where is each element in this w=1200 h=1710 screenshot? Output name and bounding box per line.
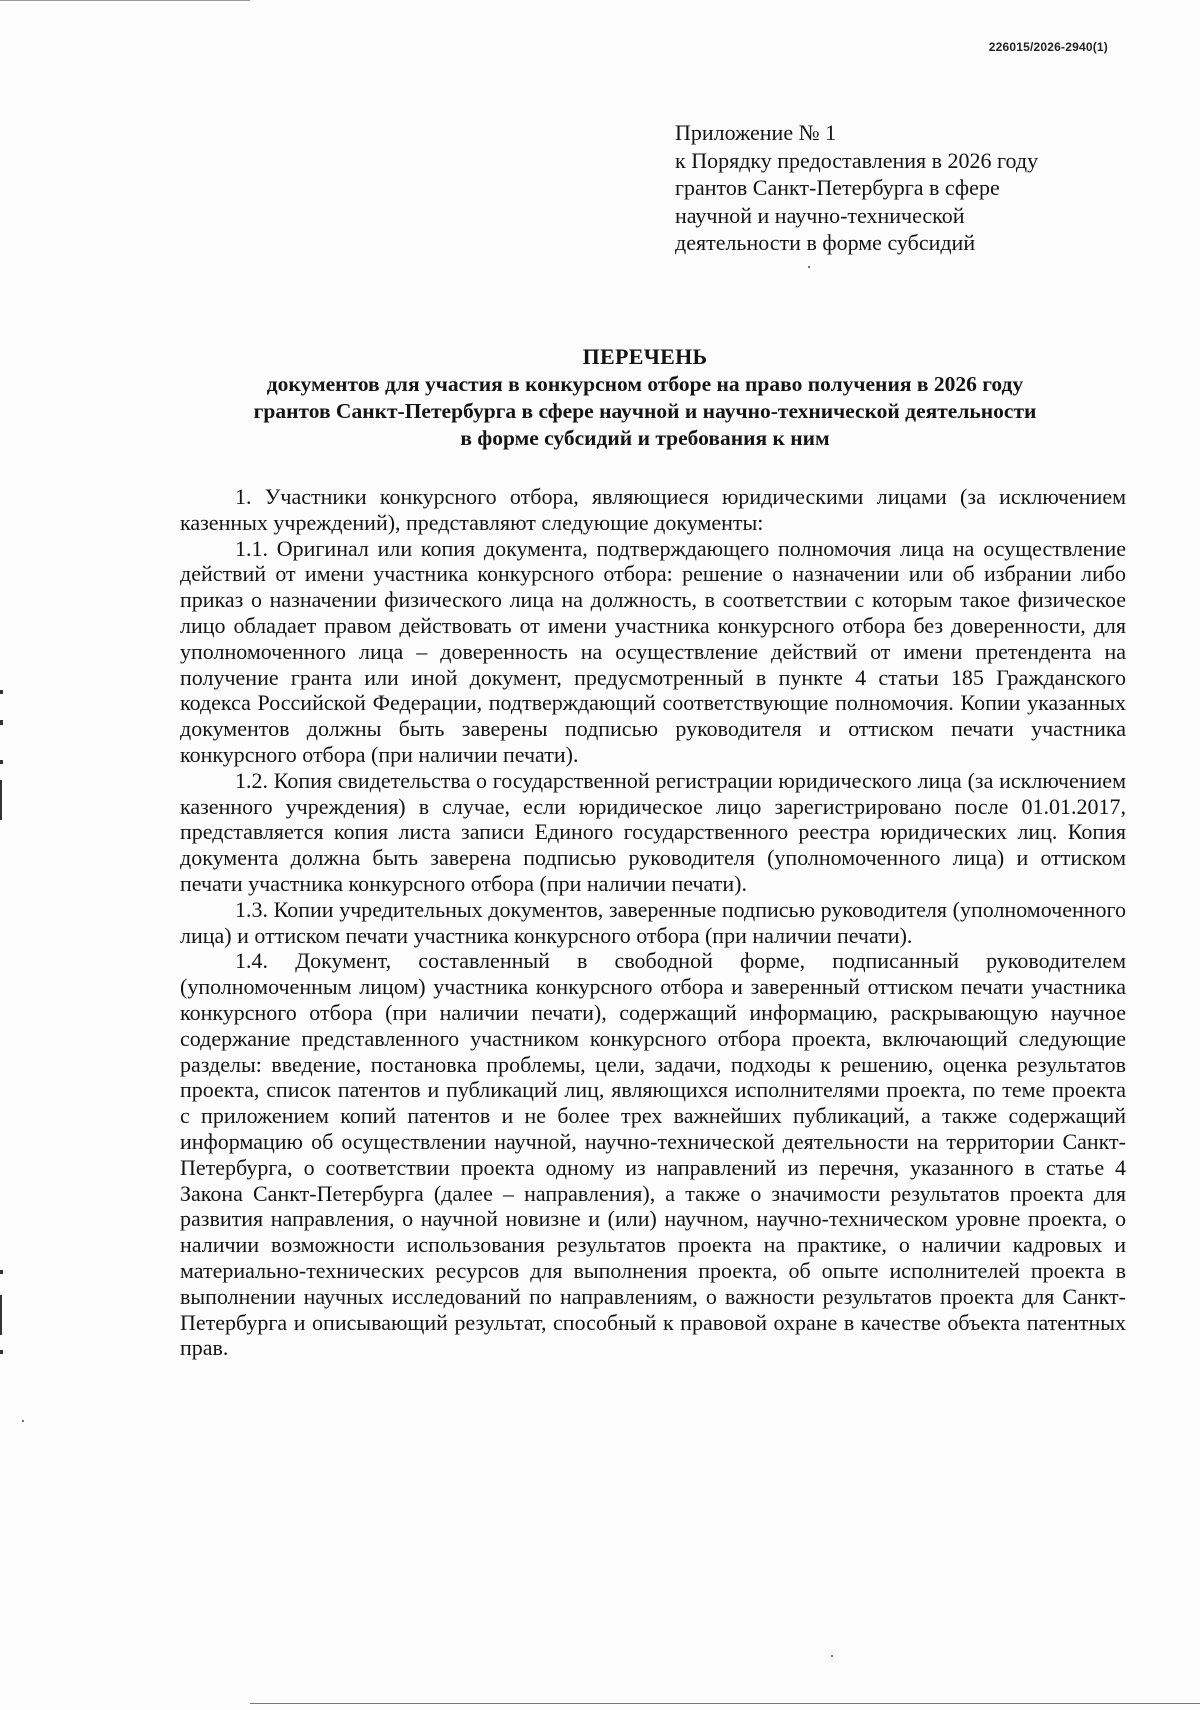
margin-scan-mark [0,1295,2,1335]
paragraph-1-1: 1.1. Оригинал или копия документа, подтверждающего полномочия лица на осуществление действий от имени участника конкурсного отбора: решение о назначении или об избрании либо приказ о назначении физического лица на должность, в соответствии с которым такое физическое лицо обладает правом действовать от имени участника конкурсного отбора без доверенности, для уполномоченного лица – доверенность на осуществление действий от имени претендента на получение гранта или иной документ, предусмотренный в пункте 4 статьи 185 Гражданского кодекса Российской Федерации, подтверждающий соответствующие полномочия. Копии указанных документов должны быть заверены подписью руководителя и оттиском печати участника конкурсного отбора (при наличии печати). [180,535,1126,767]
scan-edge-line [0,0,250,1]
appendix-line: научной и научно-технической [675,202,965,228]
title-subtitle-line: документов для участия в конкурсном отборе на право получения в 2026 году [266,372,1024,396]
document-registration-number: 226015/2026-2940(1) [988,40,1108,54]
title-main: ПЕРЕЧЕНЬ [582,344,708,369]
appendix-line: Приложение № 1 [675,120,837,145]
appendix-header [675,119,1135,257]
title-subtitle-line: в форме субсидий и требования к ним [460,426,830,450]
paragraph-1-2: 1.2. Копия свидетельства о государственной регистрации юридического лица (за исключением казенного учреждения) в случае, если юридическое лицо зарегистрировано после 01.01.2017, представляется копия листа записи Единого государственного реестра юридических лиц. Копия документа должна быть заверена подписью руководителя (уполномоченного лица) и оттиском печати участника конкурсного отбора (при наличии печати). [180,767,1126,896]
scan-speck [808,266,810,268]
title-subtitle-line: грантов Санкт-Петербурга в сфере научной и научно-технической деятельности [253,399,1037,423]
margin-scan-mark [0,780,2,820]
appendix-line: к Порядку предоставления в 2026 году [675,147,1039,173]
document-body [180,484,1126,1361]
margin-scan-mark [0,1350,3,1354]
paragraph-1-3: 1.3. Копии учредительных документов, заверенные подписью руководителя (уполномоченного лица) и оттиском печати участника конкурсного отбора (при наличии печати). [180,896,1126,948]
margin-scan-mark [0,720,3,725]
margin-scan-mark [0,760,3,764]
margin-scan-mark [0,1270,3,1274]
appendix-line: грантов Санкт-Петербурга в сфере [675,175,1000,200]
scan-edge-line [250,1703,1200,1704]
document-title [160,343,1130,452]
appendix-line: деятельности в форме субсидий [675,230,976,255]
paragraph-1: 1. Участники конкурсного отбора, являющиеся юридическими лицами (за исключением казенных учреждений), представляют следующие документы: [180,484,1126,535]
margin-scan-mark [0,690,3,694]
scan-speck [22,1420,24,1422]
paragraph-1-4: 1.4. Документ, составленный в свободной форме, подписанный руководителем (уполномоченным лицом) участника конкурсного отбора и заверенный оттиском печати участника конкурсного отбора (при наличии печати), содержащий информацию, раскрывающую научное содержание представленного участником конкурсного отбора проекта, включающий следующие разделы: введение, постановка проблемы, цели, задачи, подходы к решению, оценка результатов проекта, список патентов и публикаций лиц, являющихся исполнителями проекта, по теме проекта с приложением копий патентов и не более трех важнейших публикаций, а также содержащий информацию об осуществлении научной, научно-технической деятельности на территории Санкт-Петербурга, о соответствии проекта одному из направлений из перечня, указанного в статье 4 Закона Санкт-Петербурга (далее – направления), а также о значимости результатов проекта для развития направления, о научной новизне и (или) научном, научно-техническом уровне проекта, о наличии возможности использования результатов проекта на практике, о наличии кадровых и материально-технических ресурсов для выполнения проекта, об опыте исполнителей проекта в выполнении научных исследований по направлениям, о важности результатов проекта для Санкт-Петербурга и описывающий результат, способный к правовой охране в качестве объекта патентных прав. [180,948,1126,1361]
scan-speck [831,1655,833,1657]
